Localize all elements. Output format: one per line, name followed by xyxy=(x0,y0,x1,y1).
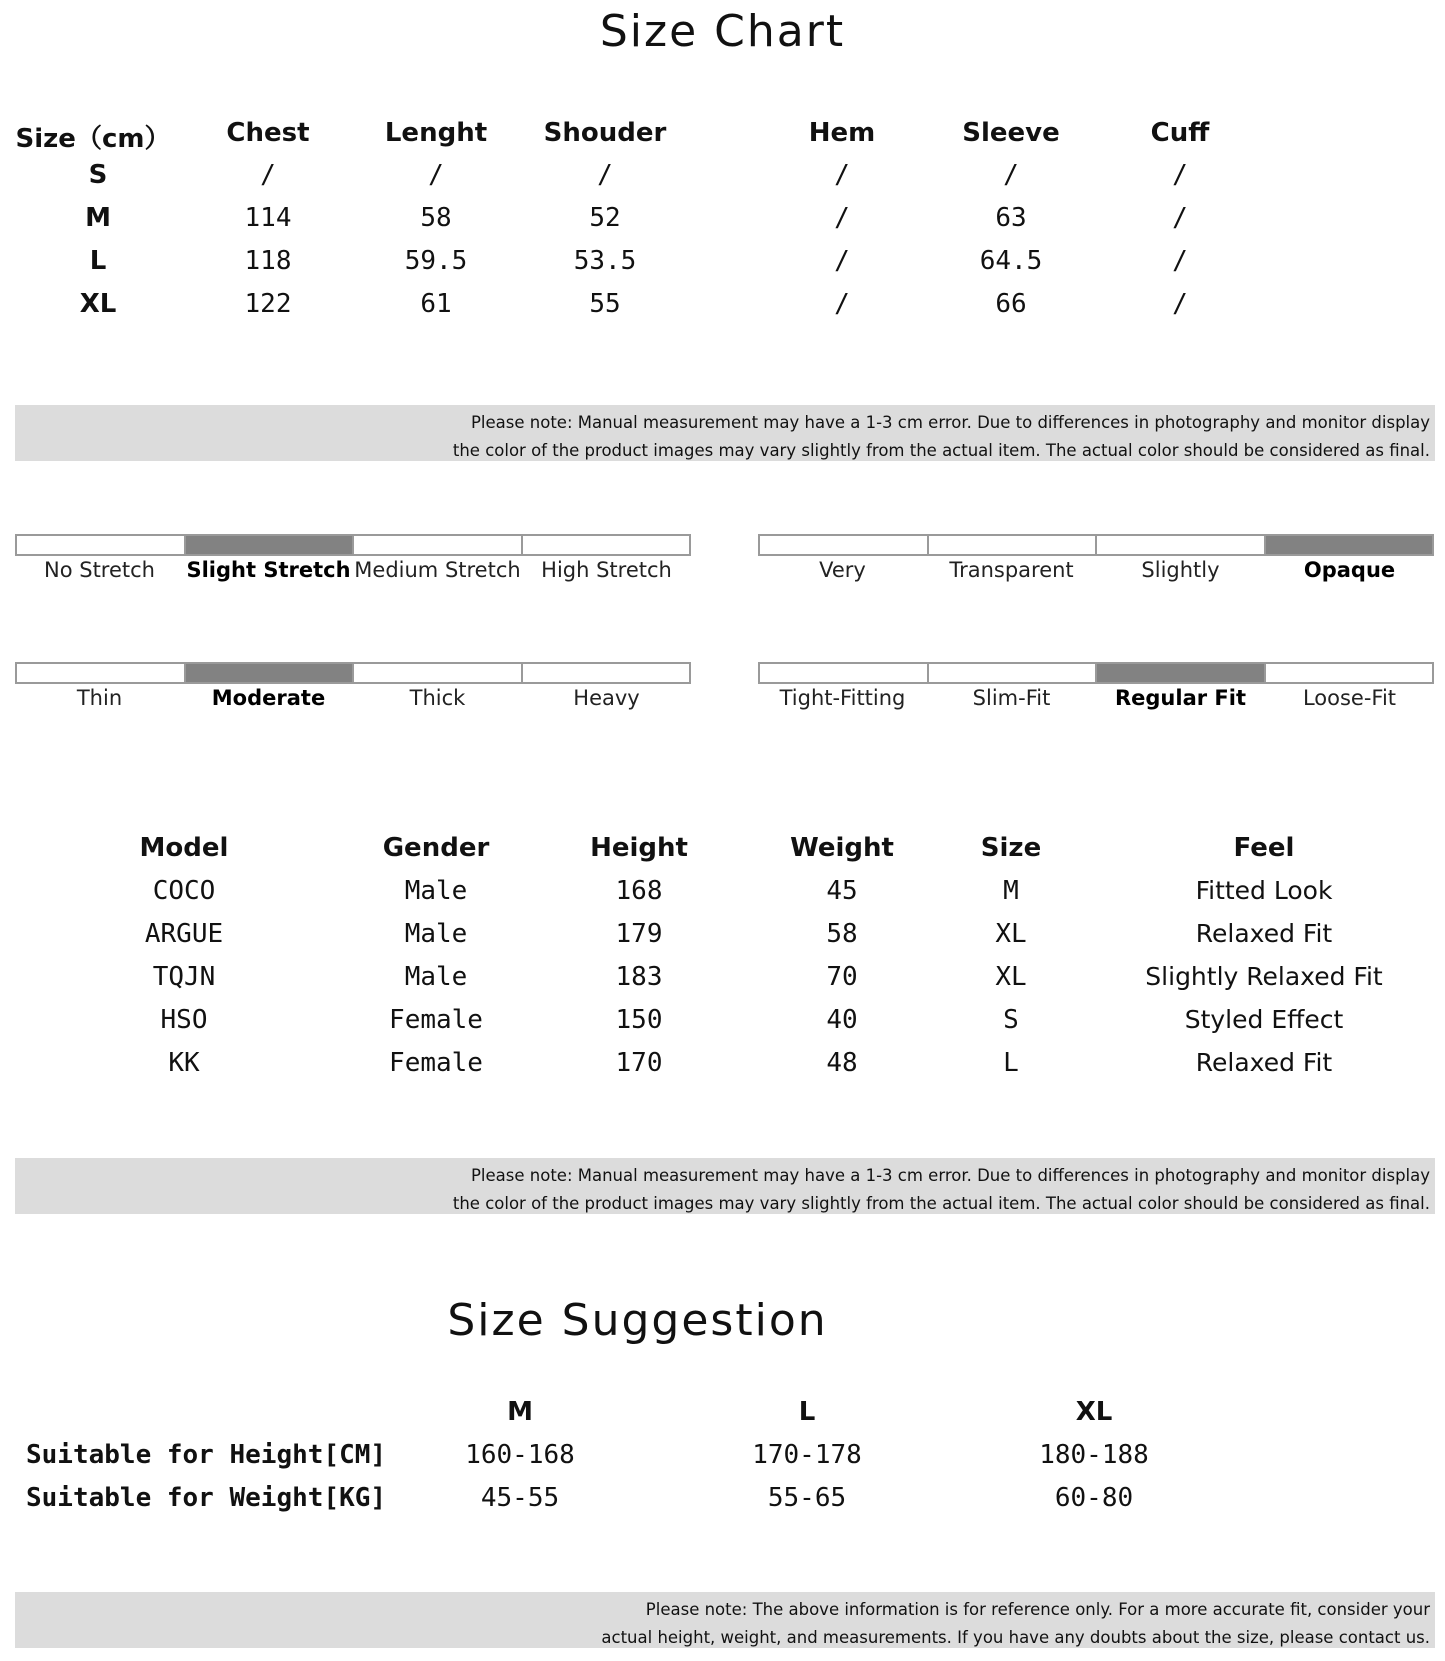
table-cell: 160-168 xyxy=(465,1440,575,1470)
scale-segment xyxy=(929,664,1098,682)
measurement-note xyxy=(15,405,1435,461)
table-cell: 70 xyxy=(826,962,858,992)
scale-bar xyxy=(758,662,1434,684)
table-cell: Female xyxy=(389,1048,483,1078)
table-cell: / xyxy=(428,160,444,190)
size-chart-header: Chest xyxy=(226,118,310,148)
table-cell: Male xyxy=(404,962,468,992)
table-cell: M xyxy=(1003,876,1019,906)
table-cell: 179 xyxy=(615,919,663,949)
size-chart-header: Hem xyxy=(808,118,876,148)
size-chart-header: Shouder xyxy=(543,118,667,148)
scale-segment xyxy=(1097,664,1266,682)
table-cell: / xyxy=(1172,246,1188,276)
reference-note xyxy=(15,1592,1435,1648)
scale-segment xyxy=(760,536,929,554)
model-header: Model xyxy=(139,833,229,863)
scale-label: Very xyxy=(819,558,866,582)
table-cell: Fitted Look xyxy=(1195,876,1333,905)
model-header: Gender xyxy=(382,833,490,863)
table-cell: ARGUE xyxy=(144,919,224,949)
table-cell: / xyxy=(834,160,850,190)
size-label: XL xyxy=(79,289,117,319)
weight-row-label: Suitable for Weight[KG] xyxy=(26,1483,387,1513)
scale-segment xyxy=(1266,536,1433,554)
table-cell: 58 xyxy=(420,203,452,233)
scale-label: Thick xyxy=(409,686,466,710)
scale-segment xyxy=(523,536,690,554)
scale-segment xyxy=(186,536,355,554)
table-cell: / xyxy=(834,203,850,233)
scale-label: Heavy xyxy=(573,686,640,710)
table-cell: 55 xyxy=(589,289,621,319)
table-cell: HSO xyxy=(160,1005,208,1035)
scale-label: Moderate xyxy=(211,686,326,710)
height-row-label: Suitable for Height[CM] xyxy=(26,1440,387,1470)
table-cell: COCO xyxy=(152,876,216,906)
model-header: Feel xyxy=(1233,833,1295,863)
table-cell: 168 xyxy=(615,876,663,906)
table-cell: 170-178 xyxy=(752,1440,862,1470)
note-line: Please note: Manual measurement may have a 1-3 cm error. Due to differences in photography and monitor display xyxy=(470,1166,1430,1185)
table-cell: 45 xyxy=(826,876,858,906)
scale-label: Regular Fit xyxy=(1114,686,1246,710)
measurement-note xyxy=(15,1158,1435,1214)
size-label: L xyxy=(89,246,107,276)
table-cell: Relaxed Fit xyxy=(1195,919,1333,948)
table-cell: 66 xyxy=(995,289,1027,319)
table-cell: Relaxed Fit xyxy=(1195,1048,1333,1077)
table-cell: XL xyxy=(995,919,1027,949)
size-chart-title: Size Chart xyxy=(599,6,846,57)
scale-bar xyxy=(15,534,691,556)
table-cell: 40 xyxy=(826,1005,858,1035)
table-cell: 63 xyxy=(995,203,1027,233)
table-cell: 170 xyxy=(615,1048,663,1078)
table-cell: Male xyxy=(404,876,468,906)
size-chart-header: Sleeve xyxy=(962,118,1060,148)
scale-label: Opaque xyxy=(1303,558,1396,582)
size-label: M xyxy=(85,203,111,233)
scale-label: Slim-Fit xyxy=(972,686,1051,710)
table-cell: / xyxy=(1172,289,1188,319)
model-header: Weight xyxy=(790,833,894,863)
scale-label: Medium Stretch xyxy=(354,558,521,582)
table-cell: Styled Effect xyxy=(1184,1005,1344,1034)
table-cell: / xyxy=(1172,160,1188,190)
table-cell: Male xyxy=(404,919,468,949)
scale-segment xyxy=(17,536,186,554)
scale-segment xyxy=(1266,664,1433,682)
table-cell: 58 xyxy=(826,919,858,949)
scale-segment xyxy=(929,536,1098,554)
size-chart-header: Lenght xyxy=(384,118,488,148)
size-chart-header: Cuff xyxy=(1150,118,1210,148)
size-suggestion-title: Size Suggestion xyxy=(447,1295,828,1346)
scale-label: Slight Stretch xyxy=(186,558,351,582)
scale-label: Transparent xyxy=(949,558,1074,582)
table-cell: 180-188 xyxy=(1039,1440,1149,1470)
table-cell: 150 xyxy=(615,1005,663,1035)
suggestion-size-header: XL xyxy=(1075,1397,1113,1427)
size-label: S xyxy=(88,160,108,190)
table-cell: 64.5 xyxy=(979,246,1043,276)
scale-label: Loose-Fit xyxy=(1302,686,1397,710)
note-line: actual height, weight, and measurements. If you have any doubts about the size, please contact us. xyxy=(601,1628,1430,1647)
table-cell: 45-55 xyxy=(480,1483,560,1513)
scale-segment xyxy=(523,664,690,682)
table-cell: / xyxy=(597,160,613,190)
model-header: Size xyxy=(980,833,1042,863)
table-cell: 183 xyxy=(615,962,663,992)
table-cell: / xyxy=(834,246,850,276)
scale-label: High Stretch xyxy=(541,558,672,582)
scale-segment xyxy=(760,664,929,682)
note-line: Please note: Manual measurement may have a 1-3 cm error. Due to differences in photography and monitor display xyxy=(470,413,1430,432)
scale-bar xyxy=(15,662,691,684)
suggestion-size-header: M xyxy=(507,1397,533,1427)
table-cell: S xyxy=(1003,1005,1019,1035)
table-cell: / xyxy=(1003,160,1019,190)
table-cell: Female xyxy=(389,1005,483,1035)
table-cell: L xyxy=(1003,1048,1019,1078)
table-cell: 52 xyxy=(589,203,621,233)
scale-segment xyxy=(17,664,186,682)
scale-segment xyxy=(1097,536,1266,554)
size-chart-header: Size（cm） xyxy=(15,124,171,154)
scale-bar xyxy=(758,534,1434,556)
table-cell: 53.5 xyxy=(573,246,637,276)
scale-label: Slightly xyxy=(1141,558,1220,582)
scale-label: No Stretch xyxy=(44,558,155,582)
table-cell: KK xyxy=(168,1048,200,1078)
scale-segment xyxy=(354,664,523,682)
table-cell: Slightly Relaxed Fit xyxy=(1145,962,1383,991)
table-cell: 122 xyxy=(244,289,292,319)
suggestion-size-header: L xyxy=(798,1397,816,1427)
table-cell: 48 xyxy=(826,1048,858,1078)
table-cell: / xyxy=(260,160,276,190)
table-cell: 114 xyxy=(244,203,292,233)
table-cell: TQJN xyxy=(152,962,216,992)
table-cell: 61 xyxy=(420,289,452,319)
table-cell: 60-80 xyxy=(1054,1483,1134,1513)
scale-segment xyxy=(186,664,355,682)
table-cell: / xyxy=(1172,203,1188,233)
scale-label: Tight-Fitting xyxy=(779,686,906,710)
table-cell: / xyxy=(834,289,850,319)
scale-label: Thin xyxy=(76,686,123,710)
note-line: Please note: The above information is for reference only. For a more accurate fit, consider your xyxy=(645,1600,1430,1619)
note-line: the color of the product images may vary slightly from the actual item. The actual color should be considered as final. xyxy=(452,441,1430,460)
scale-segment xyxy=(354,536,523,554)
table-cell: 55-65 xyxy=(767,1483,847,1513)
table-cell: 118 xyxy=(244,246,292,276)
note-line: the color of the product images may vary slightly from the actual item. The actual color should be considered as final. xyxy=(452,1194,1430,1213)
model-header: Height xyxy=(590,833,688,863)
table-cell: 59.5 xyxy=(404,246,468,276)
table-cell: XL xyxy=(995,962,1027,992)
